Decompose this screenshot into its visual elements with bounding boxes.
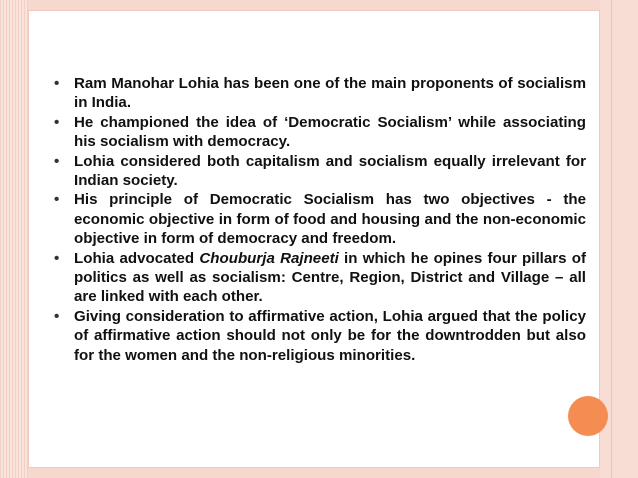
bullet-text: His principle of Democratic Socialism has two objectives - the economic objective in form of food and housing and the non-economic objective in form of democracy and freedom. bbox=[74, 191, 586, 248]
bullet-dot: • bbox=[54, 113, 60, 131]
bullet-text-after: in which he opines four pillars of politics as well as socialism: Centre, Region, District and Village – all are linked with each other. bbox=[74, 249, 586, 306]
bullet-item-4 bbox=[52, 190, 586, 248]
slide-content bbox=[52, 74, 586, 365]
bullet-item-1 bbox=[52, 74, 586, 113]
bullet-dot: • bbox=[54, 249, 60, 267]
left-decorative-stripes bbox=[0, 0, 28, 478]
bullet-item-2 bbox=[52, 113, 586, 152]
bullet-text: Ram Manohar Lohia has been one of the main proponents of socialism in India. bbox=[74, 75, 586, 112]
bullet-dot: • bbox=[54, 191, 60, 209]
orange-accent-circle bbox=[568, 396, 608, 436]
bullet-text-before: Lohia advocated bbox=[74, 249, 200, 267]
bullet-item-5 bbox=[52, 249, 586, 307]
bullet-text-italic-term: Chouburja Rajneeti bbox=[199, 249, 339, 267]
right-decorative-line bbox=[611, 0, 612, 478]
bullet-dot: • bbox=[54, 152, 60, 170]
bullet-text: Giving consideration to affirmative action, Lohia argued that the policy of affirmative action should not only be for the downtrodden but also for the women and the non-religious minorities. bbox=[74, 307, 586, 364]
bullet-dot: • bbox=[54, 307, 60, 325]
bullet-text: Lohia considered both capitalism and socialism equally irrelevant for Indian society. bbox=[74, 152, 586, 190]
bullet-dot: • bbox=[54, 75, 60, 92]
bullet-list bbox=[52, 74, 586, 365]
bullet-item-6 bbox=[52, 307, 586, 365]
bullet-item-3 bbox=[52, 152, 586, 191]
bullet-text: He championed the idea of ‘Democratic Socialism’ while associating his socialism with democracy. bbox=[74, 113, 586, 151]
